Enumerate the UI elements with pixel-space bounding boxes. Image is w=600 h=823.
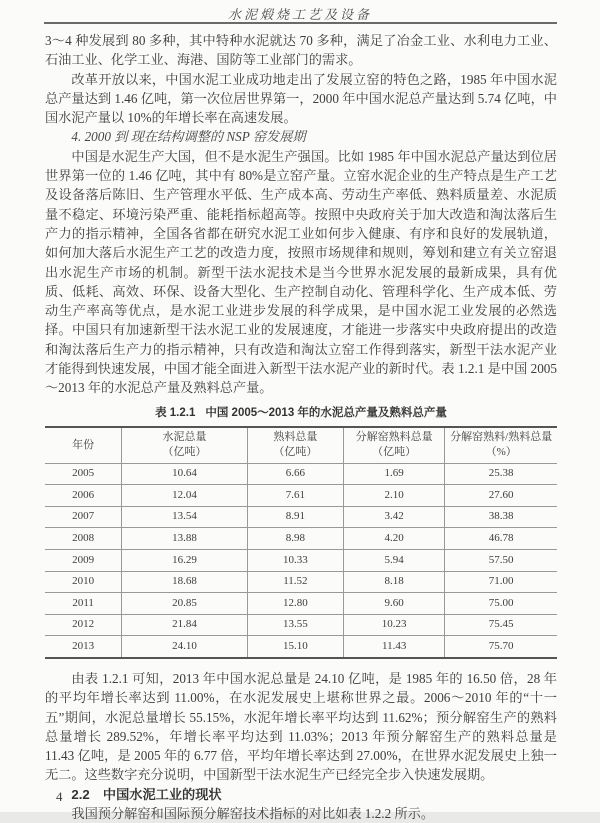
section-heading-2-2: 2.2 中国水泥工业的现状	[71, 786, 222, 802]
table-cell: 2010	[45, 571, 122, 593]
table-cell: 2006	[45, 485, 122, 507]
paragraph-reform: 改革开放以来，中国水泥工业成功地走出了发展立窑的特色之路，1985 年中国水泥总产量达到 1.46 亿吨，第一次位居世界第一，2000 年中国水泥总产量达到 5.74 亿吨，中国水泥产量以 10%的年增长率在高速发展。	[45, 71, 557, 126]
column-header-unit: （亿吨）	[273, 446, 318, 459]
table-cell: 9.60	[343, 593, 444, 615]
table-cell: 13.55	[247, 614, 343, 636]
table-cell: 27.60	[445, 485, 557, 507]
table-cell: 12.04	[122, 485, 247, 507]
table-cell: 2013	[45, 636, 122, 658]
table-cell: 38.38	[445, 506, 557, 528]
table-cell: 11.43	[343, 636, 444, 658]
table-cell: 5.94	[343, 550, 444, 572]
column-header-label: 水泥总量	[162, 431, 207, 444]
production-table	[45, 426, 557, 659]
table-cell: 11.52	[247, 571, 343, 593]
table-cell: 21.84	[122, 614, 247, 636]
table-cell: 75.00	[445, 593, 557, 615]
table-caption	[45, 405, 557, 421]
table-cell: 10.23	[343, 614, 444, 636]
table-cell: 1.69	[343, 463, 444, 485]
table-cell: 8.18	[343, 571, 444, 593]
table-row	[45, 528, 557, 550]
table-cell: 2011	[45, 593, 122, 615]
table-cell: 3.42	[343, 506, 444, 528]
table-cell: 24.10	[122, 636, 247, 658]
header-rule	[44, 22, 557, 24]
table-cell: 10.33	[247, 550, 343, 572]
column-header-precalciner-clinker	[343, 427, 444, 464]
table-caption-title: 中国 2005～2013 年的水泥总产量及熟料总产量	[205, 406, 447, 419]
table-cell: 8.91	[247, 506, 343, 528]
table-row	[45, 593, 557, 615]
table-cell: 2009	[45, 550, 122, 572]
table-cell: 2008	[45, 528, 122, 550]
column-header-year	[45, 427, 122, 464]
running-header-title: 水泥煅烧工艺及设备	[227, 7, 372, 22]
table-cell: 15.10	[247, 636, 343, 658]
table-row	[45, 485, 557, 507]
table-row	[45, 550, 557, 572]
table-header-row	[45, 427, 557, 464]
page-body	[45, 31, 557, 823]
page-number: 4	[56, 789, 63, 804]
column-header-clinker-total	[247, 427, 343, 464]
table-caption-label: 表 1.2.1	[155, 406, 196, 419]
column-header-cement-total	[122, 427, 247, 464]
table-cell: 7.61	[247, 485, 343, 507]
table-cell: 57.50	[445, 550, 557, 572]
table-cell: 8.98	[247, 528, 343, 550]
column-header-unit: （%）	[485, 446, 517, 459]
column-header-label: 分解窑熟料总量	[355, 431, 433, 444]
subsection-heading-nsp: 4. 2000 到 现在结构调整的 NSP 窑发展期	[71, 129, 306, 145]
table-row	[45, 463, 557, 485]
table-row	[45, 614, 557, 636]
table-cell: 13.54	[122, 506, 247, 528]
table-cell: 2012	[45, 614, 122, 636]
table-cell: 4.20	[343, 528, 444, 550]
column-header-label: 年份	[72, 438, 95, 451]
table-row	[45, 571, 557, 593]
column-header-label: 分解窑熟料/熟料总量	[450, 431, 553, 444]
paragraph-nsp-development: 中国是水泥生产大国，但不是水泥生产强国。比如 1985 年中国水泥总产量达到位居世界第一位的 1.46 亿吨，其中有 80%是立窑产量。立窑水泥企业的生产特点是生产工艺及设备落后陈旧、生产管理水平低、生产成本高、劳动生产率低、熟料质量差、水泥质量不稳定、环境污染严重、能耗指标超高等。按照中央政府关于加大改造和淘汰落后生产力的指示精神，全国各省都在研究水泥工业如何步入健康、有序和良好的发展轨道，如何加大落后水泥生产工艺的改造力度，按照市场规律和规则，筹划和建立有关立窑退出水泥生产市场的机制。新型干法水泥技术是当今世界水泥发展的最新成果，具有优质、低耗、高效、环保、设备大型化、生产控制自动化、管理科学化、生产成本低、劳动生产率高等优点，是水泥工业进步发展的科学成果，是中国水泥工业发展的必然选择。中国只有加速新型干法水泥工业的发展速度，才能进一步落实中央政府提出的改造和淘汰落后生产力的指示精神，只有改造和淘汰立窑工作得到落实，新型干法水泥产业才能得到快速发展，中国才能全面进入新型干法水泥产业的新时代。表 1.2.1 是中国 2005～2013 年的水泥总产量及熟料总产量。	[45, 148, 557, 396]
paragraph-continuation: 3～4 种发展到 80 多种，其中特种水泥就达 70 多种，满足了冶金工业、水利电力工业、石油工业、化学工业、海港、国防等工业部门的需求。	[45, 33, 557, 68]
table-cell: 71.00	[445, 571, 557, 593]
table-cell: 13.88	[122, 528, 247, 550]
column-header-label: 熟料总量	[273, 431, 318, 444]
table-cell: 46.78	[445, 528, 557, 550]
table-row	[45, 636, 557, 658]
paragraph-table-analysis: 由表 1.2.1 可知，2013 年中国水泥总量是 24.10 亿吨，是 1985 年的 16.50 倍，28 年的平均年增长率达到 11.00%，在水泥发展史上堪称世界之最。2006～2010 年的“十一五”期间，水泥总量增长 55.15%，水泥年增长率平均达到 11.62%；预分解窑生产的熟料总量增长 289.52%，年增长率平均达到 11.03%；2013 年预分解窑生产的熟料总量是 11.43 亿吨，是 2005 年的 6.77 倍，平均年增长率达到 27.00%，在世界水泥发展史上独一无二。这些数字充分说明，中国新型干法水泥生产已经完全步入快速发展期。	[45, 670, 557, 783]
table-cell: 75.70	[445, 636, 557, 658]
table-row	[45, 506, 557, 528]
table-cell: 2005	[45, 463, 122, 485]
table-cell: 25.38	[445, 463, 557, 485]
table-cell: 20.85	[122, 593, 247, 615]
column-header-unit: （亿吨）	[162, 446, 207, 459]
table-cell: 2007	[45, 506, 122, 528]
paragraph-comparison-intro: 我国预分解窑和国际预分解窑技术指标的对比如表 1.2.2 所示。	[71, 806, 435, 822]
column-header-unit: （亿吨）	[372, 446, 417, 459]
table-cell: 10.64	[122, 463, 247, 485]
table-cell: 6.66	[247, 463, 343, 485]
table-cell: 75.45	[445, 614, 557, 636]
table-cell: 12.80	[247, 593, 343, 615]
table-cell: 16.29	[122, 550, 247, 572]
column-header-ratio	[445, 427, 557, 464]
table-cell: 2.10	[343, 485, 444, 507]
table-cell: 18.68	[122, 571, 247, 593]
